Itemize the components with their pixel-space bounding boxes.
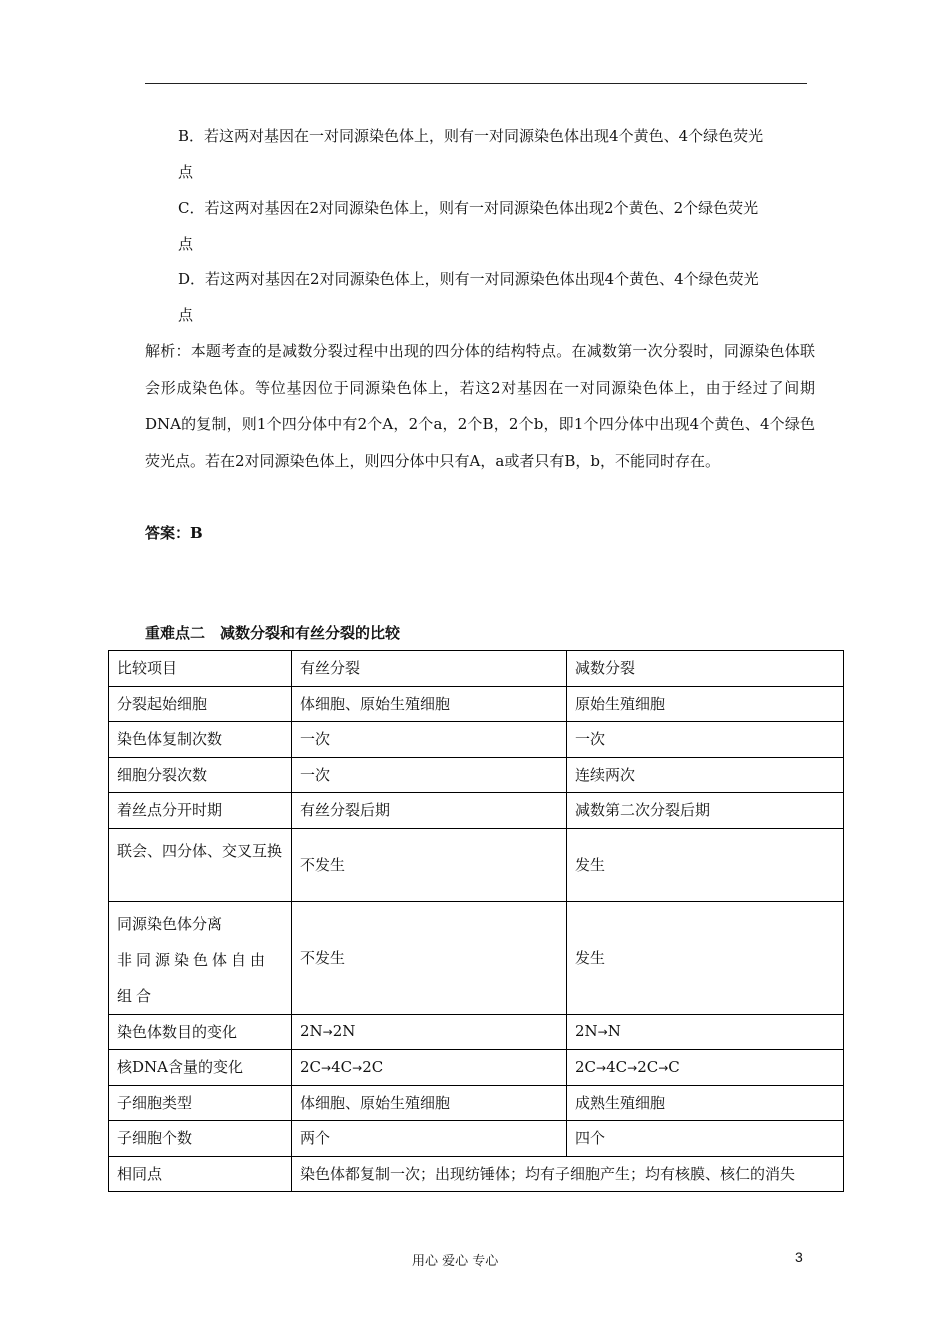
table-cell: 染色体数目的变化 — [109, 1014, 292, 1050]
table-cell: 一次 — [567, 722, 844, 758]
cell-line: 非同源染色体自由组合 — [117, 950, 270, 1005]
table-cell: 成熟生殖细胞 — [567, 1085, 844, 1121]
table-row — [109, 901, 844, 1014]
table-cell: 两个 — [292, 1121, 567, 1157]
table-cell: 2C→4C→2C — [292, 1050, 567, 1086]
table-cell: 细胞分裂次数 — [109, 757, 292, 793]
table-row — [109, 793, 844, 829]
table-row — [109, 828, 844, 901]
table-cell: 发生 — [567, 901, 844, 1014]
table-cell: 分裂起始细胞 — [109, 686, 292, 722]
table-cell: 染色体都复制一次；出现纺锤体；均有子细胞产生；均有核膜、核仁的消失 — [292, 1156, 844, 1192]
table-cell: 一次 — [292, 722, 567, 758]
table-cell: 2N→2N — [292, 1014, 567, 1050]
option-d: D．若这两对基因在2对同源染色体上，则有一对同源染色体出现4个黄色、4个绿色荧光 点 — [178, 270, 759, 324]
table-row — [109, 1121, 844, 1157]
table-row — [109, 757, 844, 793]
table-cell: 不发生 — [292, 901, 567, 1014]
table-cell: 发生 — [567, 828, 844, 901]
table-cell: 四个 — [567, 1121, 844, 1157]
table-cell: 连续两次 — [567, 757, 844, 793]
table-header-row — [109, 651, 844, 687]
footer-text: 用心 爱心 专心 — [412, 1254, 499, 1269]
table-cell — [109, 901, 292, 1014]
table-cell: 原始生殖细胞 — [567, 686, 844, 722]
table-cell: 减数第二次分裂后期 — [567, 793, 844, 829]
table-cell: 一次 — [292, 757, 567, 793]
table-cell: 有丝分裂后期 — [292, 793, 567, 829]
table-cell: 染色体复制次数 — [109, 722, 292, 758]
table-row — [109, 1050, 844, 1086]
table-cell: 子细胞类型 — [109, 1085, 292, 1121]
table-cell: 着丝点分开时期 — [109, 793, 292, 829]
table-cell: 体细胞、原始生殖细胞 — [292, 686, 567, 722]
table-cell: 不发生 — [292, 828, 567, 901]
section-title: 重难点二 减数分裂和有丝分裂的比较 — [145, 624, 401, 642]
page-number: 3 — [795, 1249, 803, 1265]
table-cell: 核DNA含量的变化 — [109, 1050, 292, 1086]
cell-line: 同源染色体分离 — [117, 914, 223, 933]
option-b: B．若这两对基因在一对同源染色体上，则有一对同源染色体出现4个黄色、4个绿色荧光 点 — [178, 127, 764, 181]
table-cell: 比较项目 — [109, 651, 292, 687]
table-cell: 有丝分裂 — [292, 651, 567, 687]
table-cell: 子细胞个数 — [109, 1121, 292, 1157]
analysis-paragraph: 解析：本题考查的是减数分裂过程中出现的四分体的结构特点。在减数第一次分裂时，同源染色体联会形成染色体。等位基因位于同源染色体上，若这2对基因在一对同源染色体上，由于经过了间期DNA的复制，则1个四分体中有2个A，2个a，2个B，2个b，即1个四分体中出现4个黄色、4个绿色荧光点。若在2对同源染色体上，则四分体中只有A，a或者只有B，b，不能同时存在。 — [145, 342, 815, 470]
table-cell: 体细胞、原始生殖细胞 — [292, 1085, 567, 1121]
table-cell: 2N→N — [567, 1014, 844, 1050]
comparison-table — [108, 650, 844, 1192]
answer: 答案：B — [145, 524, 203, 542]
table-cell: 相同点 — [109, 1156, 292, 1192]
table-row — [109, 686, 844, 722]
table-row — [109, 1014, 844, 1050]
table-row — [109, 1156, 844, 1192]
table-cell: 联会、四分体、交叉互换 — [109, 828, 292, 901]
table-row — [109, 722, 844, 758]
option-c: C．若这两对基因在2对同源染色体上，则有一对同源染色体出现2个黄色、2个绿色荧光 点 — [178, 199, 759, 253]
header-rule — [145, 83, 807, 84]
table-row — [109, 1085, 844, 1121]
table-cell: 2C→4C→2C→C — [567, 1050, 844, 1086]
table-cell: 减数分裂 — [567, 651, 844, 687]
